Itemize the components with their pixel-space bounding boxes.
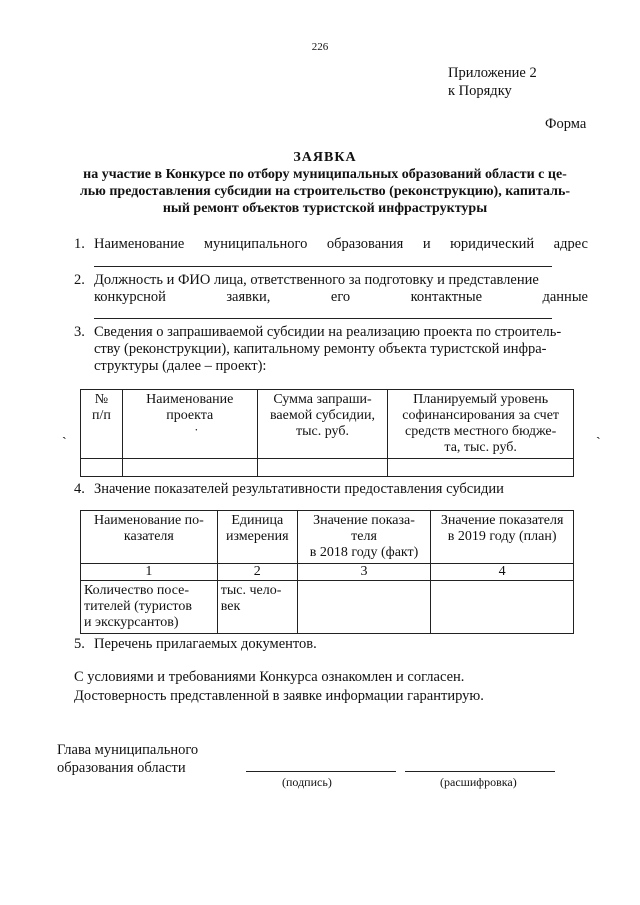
item-5-text: Перечень прилагаемых документов. <box>94 636 317 652</box>
form-label: Форма <box>545 116 587 132</box>
item-1-word: муниципального <box>203 236 308 252</box>
item-1-number: 1. <box>74 236 85 252</box>
scan-mark-center: ˙ <box>194 427 199 442</box>
item-2-line-1 <box>94 272 588 289</box>
signatory-line-1: Глава муниципального <box>57 742 199 758</box>
cell-text: век <box>220 599 241 614</box>
table-row <box>81 581 574 634</box>
table-header-row <box>81 390 574 459</box>
item-1-word: и <box>422 236 431 252</box>
unit-cell <box>217 581 297 634</box>
column-number: 2 <box>217 564 297 581</box>
item-3-text <box>94 324 588 375</box>
column-number: 3 <box>297 564 431 581</box>
item-2-line-2 <box>94 289 588 306</box>
subsidy-table <box>80 389 574 477</box>
decoding-caption: (расшифровка) <box>440 775 517 789</box>
table-cell[interactable] <box>122 459 257 477</box>
column-number: 1 <box>81 564 218 581</box>
page-number: 226 <box>311 41 329 53</box>
item-5-number: 5. <box>74 636 85 652</box>
item-2-number: 2. <box>74 272 85 288</box>
header-text: Единица <box>231 513 284 528</box>
item-3 <box>74 324 588 375</box>
title-main: ЗАЯВКА <box>293 150 357 165</box>
item-2-word: данные <box>542 289 588 305</box>
value-2019-cell[interactable] <box>431 581 574 634</box>
header-text: казателя <box>123 529 174 544</box>
appendix-line-1: Приложение 2 <box>448 65 537 81</box>
table-row <box>81 459 574 477</box>
signatory-title <box>57 741 198 777</box>
item-2-word: заявки, <box>226 289 271 305</box>
header-text: Сумма запраши- <box>273 392 372 407</box>
header-text: теля <box>351 529 377 544</box>
item-4-text: Значение показателей результативности предоставления субсидии <box>94 481 504 497</box>
item-2-fill-line[interactable] <box>94 318 552 319</box>
cell-text: Количество посе- <box>84 583 189 598</box>
cell-text: тыс. чело- <box>220 583 282 598</box>
title-line-1: на участие в Конкурсе по отбору муниципальных образований области с це- <box>83 167 567 182</box>
table-header-row <box>81 511 574 564</box>
header-text: Планируемый уровень <box>413 392 549 407</box>
header-cell-number <box>81 390 123 459</box>
header-text: тыс. руб. <box>295 424 349 439</box>
header-text: Значение показателя <box>440 513 564 528</box>
name-decoding-line[interactable] <box>405 771 555 772</box>
item-1-word: адрес <box>553 236 588 252</box>
header-cell-subsidy-amount <box>257 390 388 459</box>
item-2 <box>74 272 588 306</box>
title-line-3: ный ремонт объектов туристской инфраструктуры <box>162 201 488 216</box>
indicators-table <box>80 510 574 634</box>
title-line-2: лью предоставления субсидии на строительство (реконструкцию), капиталь- <box>79 184 571 199</box>
header-text: п/п <box>92 408 111 423</box>
table-cell[interactable] <box>81 459 123 477</box>
table-cell[interactable] <box>257 459 388 477</box>
indicator-name-cell <box>81 581 218 634</box>
appendix-reference <box>448 64 537 100</box>
item-1-fill-line[interactable] <box>94 266 552 267</box>
item-2-word: его <box>330 289 351 305</box>
column-number-row <box>81 564 574 581</box>
header-text: софинансирования за счет <box>402 408 560 423</box>
item-2-word: контактные <box>410 289 483 305</box>
signature-caption: (подпись) <box>282 775 332 789</box>
header-cell-value-2019 <box>431 511 574 564</box>
signatory-line-2: образования области <box>57 760 186 776</box>
item-1-word: Наименование <box>94 236 185 252</box>
header-cell-cofinancing <box>388 390 574 459</box>
scan-mark-right: ˎ <box>596 425 601 440</box>
column-number: 4 <box>431 564 574 581</box>
scan-mark-left: ˏ <box>62 425 67 440</box>
appendix-line-2: к Порядку <box>448 83 512 99</box>
item-3-line-2: ству (реконструкции), капитальному ремонту объекта туристской инфра- <box>94 341 547 357</box>
signature-line[interactable] <box>246 771 396 772</box>
item-2-text <box>94 272 588 306</box>
item-1-text <box>94 236 588 253</box>
header-text: Наименование <box>146 392 234 407</box>
item-3-number: 3. <box>74 324 85 340</box>
item-2-line-1-text: Должность и ФИО лица, ответственного за подготовку и представление <box>94 272 539 288</box>
cell-text: и экскурсантов) <box>84 615 179 630</box>
statement-line-1: С условиями и требованиями Конкурса ознакомлен и согласен. <box>74 669 465 685</box>
value-2018-cell[interactable] <box>297 581 431 634</box>
header-cell-project-name <box>122 390 257 459</box>
header-text: та, тыс. руб. <box>444 440 517 455</box>
cell-text: тителей (туристов <box>84 599 192 614</box>
header-text: измерения <box>225 529 289 544</box>
consent-statement <box>74 668 594 706</box>
item-4 <box>74 481 588 498</box>
item-1-word: образования <box>326 236 404 252</box>
header-cell-indicator-name <box>81 511 218 564</box>
document-title <box>60 149 590 217</box>
header-text: ваемой субсидии, <box>269 408 375 423</box>
header-text: в 2019 году (план) <box>447 529 557 544</box>
header-text: проекта <box>166 408 214 423</box>
item-3-line-1: Сведения о запрашиваемой субсидии на реализацию проекта по строитель- <box>94 324 562 340</box>
header-text: средств местного бюдже- <box>405 424 557 439</box>
statement-line-2: Достоверность представленной в заявке информации гарантирую. <box>74 688 484 704</box>
item-1 <box>74 236 588 253</box>
header-text: в 2018 году (факт) <box>309 545 419 560</box>
header-text: № <box>94 392 109 407</box>
item-3-line-3: структуры (далее – проект): <box>94 358 267 374</box>
header-text: Наименование по- <box>93 513 204 528</box>
item-1-word: юридический <box>450 236 535 252</box>
item-2-word: конкурсной <box>94 289 166 305</box>
item-4-number: 4. <box>74 481 85 497</box>
header-cell-unit <box>217 511 297 564</box>
header-cell-value-2018 <box>297 511 431 564</box>
item-5 <box>74 636 588 653</box>
table-cell[interactable] <box>388 459 574 477</box>
header-text: Значение показа- <box>313 513 415 528</box>
